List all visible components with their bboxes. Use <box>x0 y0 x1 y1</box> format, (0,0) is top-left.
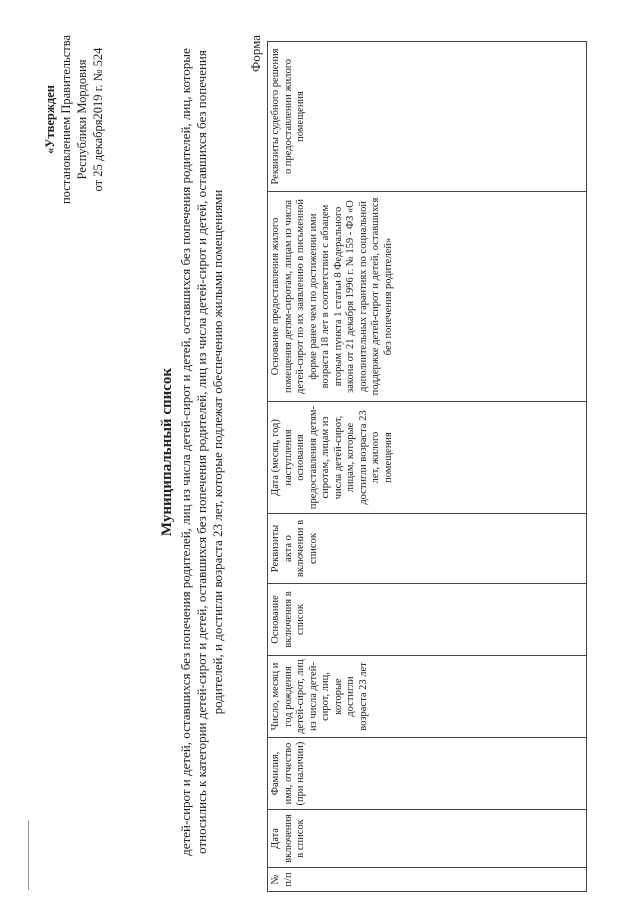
header-act-details: Реквизиты акта о включении в список <box>268 514 587 584</box>
header-inclusion-date: Дата включения в список <box>268 810 587 868</box>
rotated-sheet <box>20 12 620 892</box>
footnote-divider <box>28 820 29 890</box>
document-title: Муниципальный список <box>159 367 175 537</box>
approval-line-2: Республики Мордовия <box>75 59 89 180</box>
form-label: Форма <box>248 35 263 72</box>
header-birth-date: Число, месяц и год рождения детей-сирот, лиц из числа детей-сирот, лиц, которые достигли возраста 23 лет <box>268 656 587 738</box>
header-early-provision-basis: Основание предоставления жилого помещения детям-сиротам, лицам из числа детей-сирот по их заявлению в письменной форме ранее чем по достижении ими возраста 18 лет в соответствии с абзацем вторым пункта 1 статьи 8 Федерального закона от 21 декабря 1996 г. № 159 - ФЗ «О дополнительных гарантиях по социальной поддержке детей-сирот и детей, оставшихся без попечения родителей» <box>268 192 587 402</box>
title-block <box>158 12 226 892</box>
header-court-decision: Реквизиты судебного решения о предоставлении жилого помещения <box>268 42 587 192</box>
register-table <box>267 41 587 892</box>
header-number: № п/п <box>268 868 587 892</box>
table-header-row <box>268 42 587 892</box>
approval-line-1: постановлением Правительства <box>59 34 73 205</box>
approval-line-3: от 25 декабря2019 г. № 524 <box>91 47 105 192</box>
document-subtitle: детей-сирот и детей, оставшихся без попечения родителей, лиц из числа детей-сирот и детей, оставшихся без попечения родителей, лиц, которые относились к категории детей-сирот и детей, оставшихся без попечения родителей, лиц из числа детей-сирот и детей, оставшихся без попечения родителей, и достигли возраста 23 лет, которые подлежат обеспечению жилыми помещениями <box>178 48 225 856</box>
header-full-name: Фамилия, имя, отчество (при наличии) <box>268 738 587 810</box>
header-basis-date: Дата (месяц, год) наступления основания предоставления детям-сиротам, лицам из числа детей-сирот, лицам, которые достигли возраста 23 лет, жилого помещения <box>268 402 587 514</box>
approval-title: «Утвержден <box>43 85 57 154</box>
approval-stamp <box>42 17 106 222</box>
header-inclusion-basis: Основание включения в список <box>268 584 587 656</box>
